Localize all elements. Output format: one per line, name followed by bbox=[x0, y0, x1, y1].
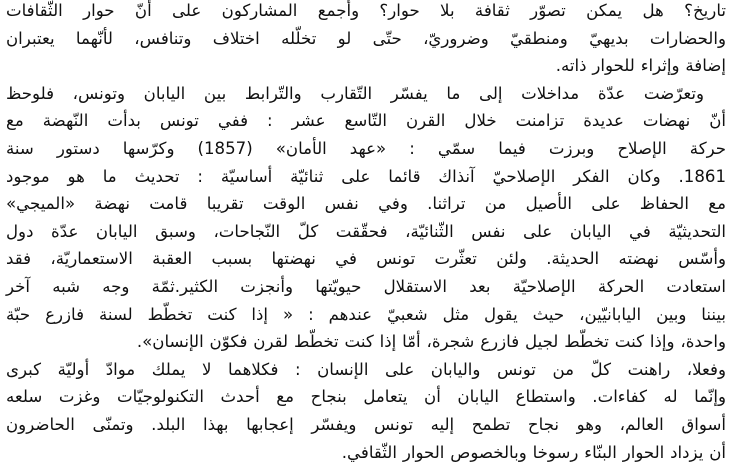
text-line: والحضارات بديهيّ ومنطقيّ وضروريّ، حتّى لو تخلّله اختلاف وتنافس، لأنّهما يعتبران bbox=[6, 25, 726, 53]
text-line: وفعلا، راهنت كلّ من تونس واليابان على الإنسان : فكلاهما لا يملك موادّ أوليّة كبرى bbox=[6, 356, 726, 384]
article-text bbox=[6, 0, 726, 466]
text-line: وتعرّضت عدّة مداخلات إلى ما يفسّر التّقارب والتّرابط بين اليابان وتونس، فلوحظ bbox=[6, 80, 726, 108]
text-line: تاريخ؟ هل يمكن تصوّر ثقافة بلا حوار؟ وأجمع المشاركون على أنّ حوار الثّقافات bbox=[6, 0, 726, 25]
text-line: أن يزداد الحوار البنّاء رسوخا وبالخصوص الحوار الثّقافي. bbox=[6, 439, 726, 466]
text-line: أسواق العالم، وهو نجاح تطمح إليه تونس ويفسّر إعجابها بهذا البلد. وتمنّى الحاضرون bbox=[6, 411, 726, 439]
text-line: حركة الإصلاح وبرزت فيما سمّي : «عهد الأمان» (1857) وكرّسها دستور سنة bbox=[6, 135, 726, 163]
text-line: بيننا وبين اليابانيّين، حيث يقول مثل شعبيّ عندهم : « إذا كنت تخطّط لسنة فازرع حبّة bbox=[6, 301, 726, 329]
text-line: واحدة، وإذا كنت تخطّط لجيل فازرع شجرة، أمّا إذا كنت تخطّط لقرن فكوّن الإنسان». bbox=[6, 328, 726, 356]
text-line: استعادت الحركة الإصلاحيّة بعد الاستقلال حيويّتها وأنجزت الكثير.ثمّة وجه شبه آخر bbox=[6, 273, 726, 301]
text-line: إضافة وإثراء للحوار ذاته. bbox=[6, 52, 726, 80]
text-line: أنّ نهضات عديدة تزامنت خلال القرن التّاسع عشر : ففي تونس بدأت النّهضة مع bbox=[6, 107, 726, 135]
text-line: 1861. وكان الفكر الإصلاحيّ آنذاك قائما على ثنائيّة أساسيّة : تحديث ما هو موجود bbox=[6, 163, 726, 191]
text-line: وإنّما له كفاءات. واستطاع اليابان أن يتعامل بنجاح مع أحدث التكنولوجيّات وغزت سلعه bbox=[6, 383, 726, 411]
text-line: وأسّس نهضته الحديثة. ولئن تعثّرت تونس في نهضتها بسبب العقبة الاستعماريّة، فقد bbox=[6, 245, 726, 273]
text-line: مع الحفاظ على الأصيل من تراثنا. وفي نفس الوقت تقريبا قامت نهضة «الميجي» bbox=[6, 190, 726, 218]
text-line: التحديثيّة في اليابان على نفس الثّنائيّة، فحقّقت كلّ النّجاحات، وسبق اليابان عدّة دول bbox=[6, 218, 726, 246]
